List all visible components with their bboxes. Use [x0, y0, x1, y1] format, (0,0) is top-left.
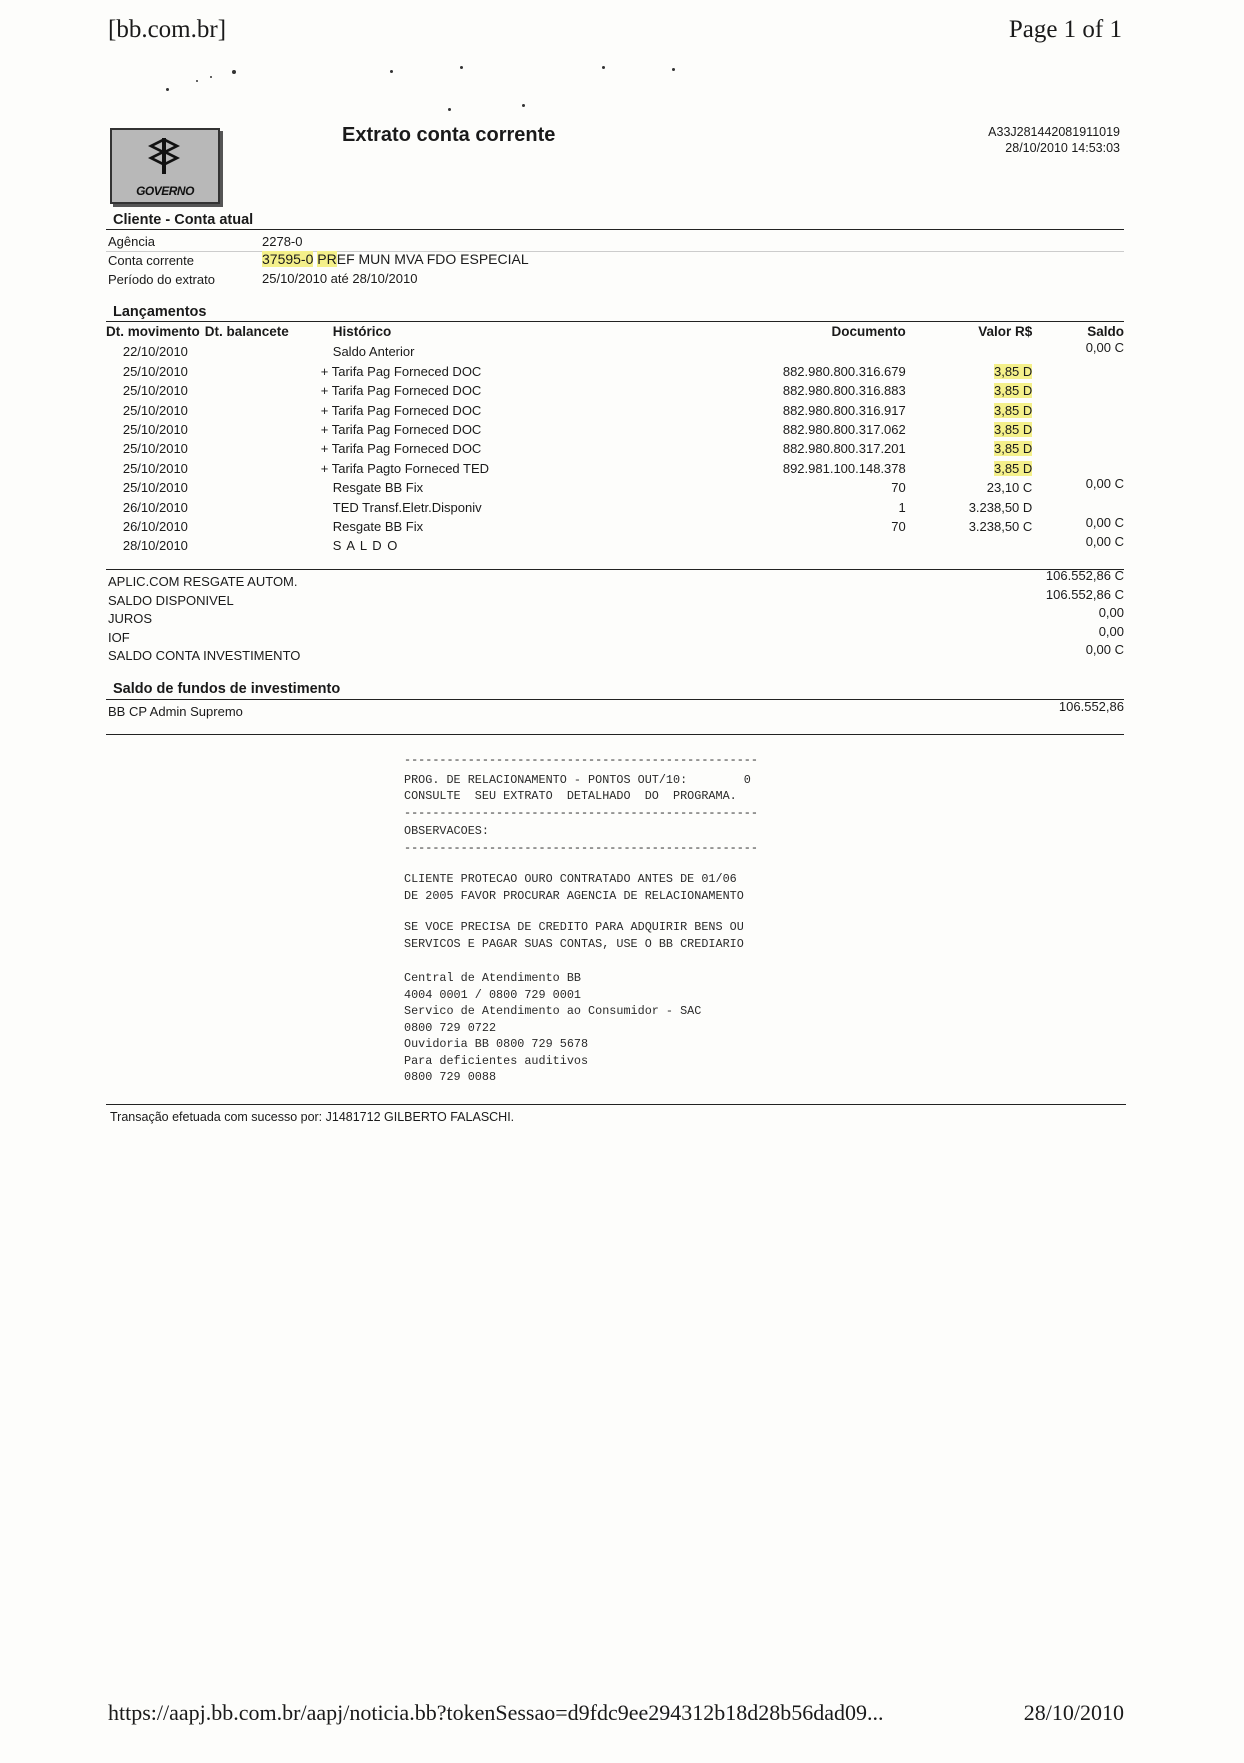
- cell-hist: + Tarifa Pag Forneced DOC: [320, 363, 482, 379]
- valor-amount: 3.238,50 C: [968, 518, 1033, 534]
- cell-mov: 25/10/2010: [122, 441, 188, 457]
- table-row: [106, 515, 1124, 534]
- table-row: [106, 418, 1124, 437]
- cell-doc: 882.980.800.317.201: [782, 441, 906, 457]
- cell-mov: 25/10/2010: [122, 383, 188, 399]
- cell-saldo: 0,00 C: [1085, 475, 1124, 491]
- dash-line: --------------------------------------------------: [404, 805, 758, 820]
- cell-doc: 882.980.800.317.062: [782, 421, 906, 437]
- resumo-value: 106.552,86 C: [1045, 586, 1124, 602]
- valor-amount: 3,85 D: [993, 460, 1033, 476]
- cell-saldo: [1036, 495, 1124, 514]
- cell-doc: 892.981.100.148.378: [782, 460, 906, 476]
- cell-mov: 28/10/2010: [122, 538, 188, 554]
- cell-valor: [906, 359, 1037, 378]
- cell-bal: [205, 418, 311, 437]
- credito-line-1: SE VOCE PRECISA DE CREDITO PARA ADQUIRIR BENS OU: [404, 920, 744, 934]
- contato-line-5: Ouvidoria BB 0800 729 5678: [404, 1037, 589, 1051]
- contato-line-3: Servico de Atendimento ao Consumidor - SAC: [404, 1004, 702, 1018]
- section-cliente-title: Cliente - Conta atual: [113, 212, 254, 228]
- credito-line-2: SERVICOS E PAGAR SUAS CONTAS, USE O BB CREDIARIO: [404, 936, 744, 951]
- cell-bal: [205, 515, 311, 534]
- lancamentos-table: [106, 322, 1124, 553]
- valor-amount: 3,85 D: [993, 402, 1033, 418]
- resumo-label: JUROS: [108, 611, 153, 627]
- table-row: [106, 340, 1124, 359]
- resumo-label: IOF: [108, 629, 130, 645]
- resumo-row: [108, 605, 1124, 629]
- print-header-page: Page 1 of 1: [1008, 16, 1122, 43]
- cell-saldo: [1036, 418, 1124, 437]
- dash-line: --------------------------------------------------: [404, 753, 758, 767]
- cell-bal: [205, 379, 311, 398]
- observacoes-label: OBSERVACOES:: [404, 824, 489, 838]
- mensagens-block: [404, 752, 758, 1086]
- cell-mov: 25/10/2010: [122, 363, 188, 379]
- cell-bal: [205, 534, 311, 553]
- cell-hist: + Tarifa Pag Forneced DOC: [320, 421, 482, 437]
- cell-bal: [205, 340, 311, 359]
- cell-doc: 882.980.800.316.679: [782, 363, 906, 379]
- divider: [106, 699, 1124, 700]
- cell-bal: [205, 495, 311, 514]
- cell-valor: [906, 379, 1037, 398]
- reference-datetime: 28/10/2010 14:53:03: [1005, 141, 1120, 155]
- cell-hist: Resgate BB Fix: [332, 518, 424, 534]
- cell-saldo: [1036, 437, 1124, 456]
- resumo-value: 106.552,86 C: [1045, 568, 1124, 583]
- cell-valor: [906, 437, 1037, 456]
- valor-amount: 3.238,50 D: [968, 499, 1033, 515]
- cell-valor: [906, 398, 1037, 417]
- resumo-row: [108, 642, 1124, 666]
- conta-label: Conta corrente: [108, 253, 194, 268]
- cell-hist: TED Transf.Eletr.Disponiv: [332, 499, 482, 515]
- table-header-row: [106, 322, 1124, 340]
- valor-amount: 3,85 D: [993, 363, 1033, 379]
- resumo-value: 0,00 C: [1085, 642, 1124, 658]
- col-header-mov: Dt. movimento: [106, 323, 200, 339]
- cell-mov: 25/10/2010: [122, 480, 188, 496]
- resumo-row: [108, 568, 1124, 592]
- resumo-label: SALDO DISPONIVEL: [108, 592, 234, 608]
- protecao-line-2: DE 2005 FAVOR PROCURAR AGENCIA DE RELACIONAMENTO: [404, 888, 744, 903]
- cell-doc: 882.980.800.316.883: [782, 383, 906, 399]
- cell-valor: [906, 418, 1037, 437]
- cell-doc: 882.980.800.316.917: [782, 402, 906, 418]
- cell-valor: [906, 340, 1037, 359]
- cell-hist: Saldo Anterior: [332, 344, 415, 360]
- valor-amount: 3,85 D: [993, 421, 1033, 437]
- cell-bal: [205, 476, 311, 495]
- cell-valor: [906, 534, 1037, 553]
- valor-amount: 23,10 C: [986, 480, 1033, 496]
- contato-line-4: 0800 729 0722: [404, 1020, 497, 1035]
- cell-hist: + Tarifa Pagto Forneced TED: [320, 460, 490, 476]
- resumo-value: 0,00: [1098, 605, 1124, 621]
- contato-line-2: 4004 0001 / 0800 729 0001: [404, 987, 581, 1002]
- cell-mov: 26/10/2010: [122, 518, 188, 534]
- cell-valor: [906, 515, 1037, 534]
- bb-symbol-icon: [140, 136, 188, 176]
- cell-bal: [205, 456, 311, 475]
- cell-valor: [906, 476, 1037, 495]
- agencia-label: Agência: [108, 234, 155, 249]
- cell-doc: [596, 534, 906, 553]
- cell-valor: [906, 495, 1037, 514]
- logo-label: GOVERNO: [136, 184, 194, 198]
- reference-code: A33J281442081911019: [988, 125, 1120, 139]
- cell-saldo: [1036, 398, 1124, 417]
- print-header-site: [bb.com.br]: [108, 16, 227, 43]
- agencia-value: 2278-0: [262, 234, 303, 249]
- cell-hist: S A L D O: [332, 538, 399, 554]
- cell-saldo: 0,00 C: [1085, 514, 1124, 530]
- table-row: [106, 398, 1124, 417]
- divider: [106, 1104, 1126, 1105]
- fundo-item-value: 106.552,86: [1058, 699, 1124, 714]
- cell-bal: [205, 437, 311, 456]
- resumo-row: [108, 623, 1124, 648]
- fundo-item-label: BB CP Admin Supremo: [108, 704, 243, 719]
- cell-valor: [906, 456, 1037, 475]
- document-reference: [988, 124, 1120, 156]
- conta-name: EF MUN MVA FDO ESPECIAL: [336, 251, 529, 267]
- contato-line-1: Central de Atendimento BB: [404, 971, 581, 985]
- col-header-valor: Valor R$: [978, 323, 1033, 339]
- cell-doc: [596, 340, 906, 359]
- resumo-row: [108, 586, 1124, 611]
- table-row: [106, 534, 1124, 553]
- valor-amount: 3,85 D: [993, 441, 1033, 457]
- table-row: [106, 495, 1124, 514]
- cell-hist: Resgate BB Fix: [332, 480, 424, 496]
- contato-line-6: Para deficientes auditivos: [404, 1053, 589, 1068]
- dash-line: --------------------------------------------------: [404, 840, 758, 855]
- lancamentos-rows: [106, 340, 1124, 553]
- section-lancamentos-title: Lançamentos: [113, 304, 207, 320]
- divider: [106, 569, 1124, 570]
- cell-mov: 26/10/2010: [122, 499, 188, 515]
- cell-saldo: [1036, 379, 1124, 398]
- cell-saldo: [1036, 456, 1124, 475]
- contato-line-7: 0800 729 0088: [404, 1070, 497, 1084]
- cell-doc: 1: [898, 499, 906, 515]
- valor-amount: 3,85 D: [993, 383, 1033, 399]
- conta-number: 37595-0: [262, 251, 314, 267]
- cell-mov: 22/10/2010: [122, 344, 188, 360]
- divider: [106, 251, 1124, 252]
- periodo-label: Período do extrato: [108, 272, 215, 287]
- cell-hist: + Tarifa Pag Forneced DOC: [320, 402, 482, 418]
- conta-value: [262, 251, 529, 267]
- table-row: [106, 359, 1124, 378]
- cell-bal: [205, 398, 311, 417]
- page-title: Extrato conta corrente: [342, 124, 556, 146]
- col-header-doc: Documento: [831, 323, 906, 339]
- resumo-value: 0,00: [1098, 623, 1124, 639]
- divider: [106, 229, 1124, 230]
- protecao-line-1: CLIENTE PROTECAO OURO CONTRATADO ANTES DE 01/06: [404, 872, 737, 886]
- conta-name-highlight: PR: [317, 251, 337, 267]
- table-row: [106, 379, 1124, 398]
- cell-mov: 25/10/2010: [122, 421, 188, 437]
- cell-saldo: [1036, 359, 1124, 378]
- cell-saldo: 0,00 C: [1085, 340, 1124, 355]
- cell-mov: 25/10/2010: [122, 460, 188, 476]
- bank-logo: [110, 128, 220, 204]
- cell-saldo: 0,00 C: [1085, 533, 1124, 549]
- periodo-value: 25/10/2010 até 28/10/2010: [262, 271, 418, 286]
- print-footer-date: 28/10/2010: [1023, 1700, 1124, 1725]
- cell-doc: 70: [891, 480, 906, 496]
- col-header-hist: Histórico: [332, 323, 392, 339]
- col-header-bal: Dt. balancete: [204, 323, 289, 339]
- divider: [106, 734, 1124, 735]
- cell-hist: + Tarifa Pag Forneced DOC: [320, 441, 482, 457]
- transacao-text: Transação efetuada com sucesso por: J1481712 GILBERTO FALASCHI.: [110, 1110, 515, 1124]
- col-header-saldo: Saldo: [1087, 323, 1124, 339]
- cell-doc: 70: [891, 518, 906, 534]
- table-row: [106, 476, 1124, 495]
- cell-hist: + Tarifa Pag Forneced DOC: [320, 383, 482, 399]
- prog-line-2: CONSULTE SEU EXTRATO DETALHADO DO PROGRAMA.: [404, 789, 737, 803]
- table-row: [106, 437, 1124, 456]
- resumo-label: SALDO CONTA INVESTIMENTO: [108, 648, 301, 664]
- print-footer-url: https://aapj.bb.com.br/aapj/noticia.bb?tokenSessao=d9fdc9ee294312b18d28b56dad09...: [108, 1700, 884, 1725]
- resumo-label: APLIC.COM RESGATE AUTOM.: [108, 574, 298, 589]
- section-fundos-title: Saldo de fundos de investimento: [113, 681, 341, 697]
- table-row: [106, 456, 1124, 475]
- cell-mov: 25/10/2010: [122, 402, 188, 418]
- prog-line-1: PROG. DE RELACIONAMENTO - PONTOS OUT/10: 0: [404, 772, 751, 787]
- cell-bal: [205, 359, 311, 378]
